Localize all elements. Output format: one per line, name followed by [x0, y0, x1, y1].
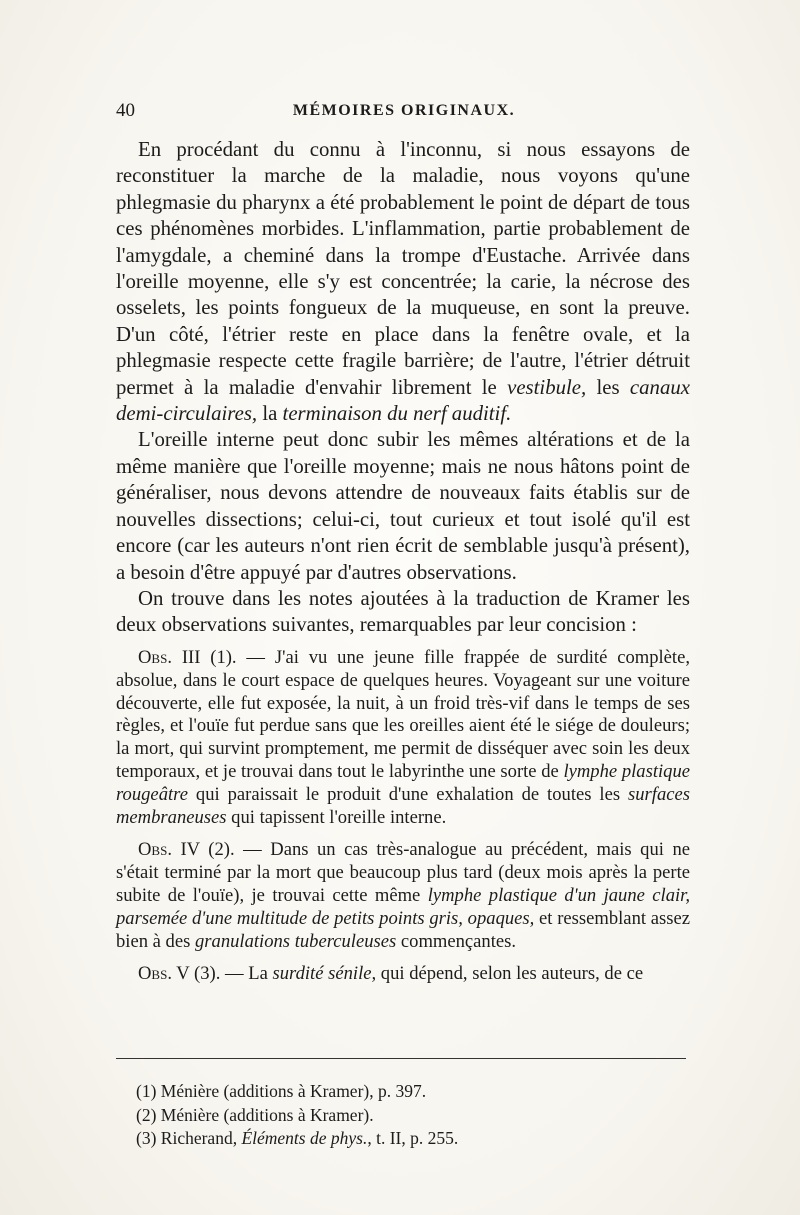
observation-4-text-a: — Dans un cas très-analogue au précédent, mais qui ne s'était terminé par la mort que beaucoup plus tard (deux mois après la perte subite de l'ouïe), je trouvai cette même — [116, 838, 691, 906]
observation-5-text-a: — La — [220, 962, 273, 984]
surfaces-term: surfaces membraneuses — [116, 784, 690, 829]
footnotes — [136, 1080, 676, 1151]
footnote-2: (2) Ménière (additions à Kramer). — [136, 1104, 374, 1125]
observation-4 — [116, 839, 690, 954]
observation-3-text-b: qui paraissait le produit d'une exhalation de toutes les — [187, 784, 629, 806]
body-text — [116, 137, 690, 985]
observation-4-text-b: et ressemblant assez bien à des — [116, 907, 690, 952]
granulations-term: granulations tuberculeuses — [195, 930, 397, 952]
paragraph-2: L'oreille interne peut donc subir les mêmes altérations et de la même manière que l'oreille moyenne; mais ne nous hâtons point de généraliser, nous devons attendre de nouveaux faits établis sur de nouvelles dissections; celui-ci, tout curieux et tout isolé qu'il est encore (car les auteurs n'ont rien écrit de semblable jusqu'à présent), a besoin d'être appuyé par d'autres observations. — [116, 428, 690, 584]
observation-3-label: Obs. III (1). — [138, 646, 237, 668]
lymphe-jaune-term: lymphe plastique d'un jaune clair, parsemée d'une multitude de petits points gris, opaques, — [116, 884, 691, 929]
canaux-term: canaux demi-circulaires, — [116, 375, 690, 426]
vestibule-term: vestibule, — [507, 375, 587, 399]
footnote-3-ref: , t. II, p. 255. — [367, 1128, 459, 1148]
paragraph-1-text-a: En procédant du connu à l'inconnu, si nous essayons de reconstituer la marche de la maladie, nous voyons qu'une phlegmasie du pharynx a été probablement le point de départ de tous ces phénomènes morbides. L'inflammation, partie probablement de l'amygdale, a cheminé dans la trompe d'Eustache. Arrivée dans l'oreille moyenne, elle s'y est concentrée; la carie, la nécrose des osselets, les points fongueux de la muqueuse, en sont la preuve. D'un côté, l'étrier reste en place dans la fenêtre ovale, et la phlegmasie respecte cette fragile barrière; de l'autre, l'étrier détruit permet à la maladie d'envahir librement le — [116, 138, 690, 399]
main-text — [116, 137, 690, 639]
observation-3 — [116, 647, 690, 830]
observation-4-text-c: commençantes. — [396, 930, 517, 952]
paragraph-1-text-c: la — [257, 402, 283, 426]
lymphe-rougeatre-term: lymphe plastique rougeâtre — [116, 761, 690, 806]
surdite-term: surdité sénile, — [272, 962, 377, 984]
paragraph-1 — [116, 137, 690, 427]
footnote-rule — [116, 1058, 686, 1059]
footnote-3-author: (3) Richerand, — [136, 1128, 242, 1148]
page-header — [116, 98, 692, 128]
observation-3-text-c: qui tapissent l'oreille interne. — [226, 807, 447, 829]
footnote-3-title: Éléments de phys. — [241, 1128, 368, 1148]
observation-5-label: Obs. V (3). — [138, 962, 221, 984]
running-head: MÉMOIRES ORIGINAUX. — [292, 102, 516, 119]
footnote-3 — [136, 1127, 676, 1151]
footnote-1: (1) Ménière (additions à Kramer), p. 397. — [136, 1081, 427, 1101]
terminaison-term: terminaison du nerf auditif. — [282, 402, 512, 426]
observation-4-label: Obs. IV (2). — [138, 838, 235, 860]
paragraph-3: On trouve dans les notes ajoutées à la traduction de Kramer les deux observations suivantes, remarquables par leur concision : — [116, 586, 690, 637]
observation-3-text-a: — J'ai vu une jeune fille frappée de surdité complète, absolue, dans le court espace de quelques heures. Voyageant sur une voiture découverte, elle fut exposée, la nuit, à un froid très-vif dans le temps de ses règles, et l'ouïe fut perdue sans que les oreilles aient été le siége de douleurs; la mort, qui survint promptement, me permit de disséquer avec soin les deux temporaux, et je trouvai dans tout le labyrinthe une sorte de — [116, 646, 690, 783]
observation-5 — [116, 963, 690, 986]
page-number: 40 — [116, 100, 135, 121]
paragraph-1-text-b: les — [586, 375, 630, 399]
observations — [116, 647, 690, 986]
observation-5-text-b: qui dépend, selon les auteurs, de ce — [376, 962, 644, 984]
